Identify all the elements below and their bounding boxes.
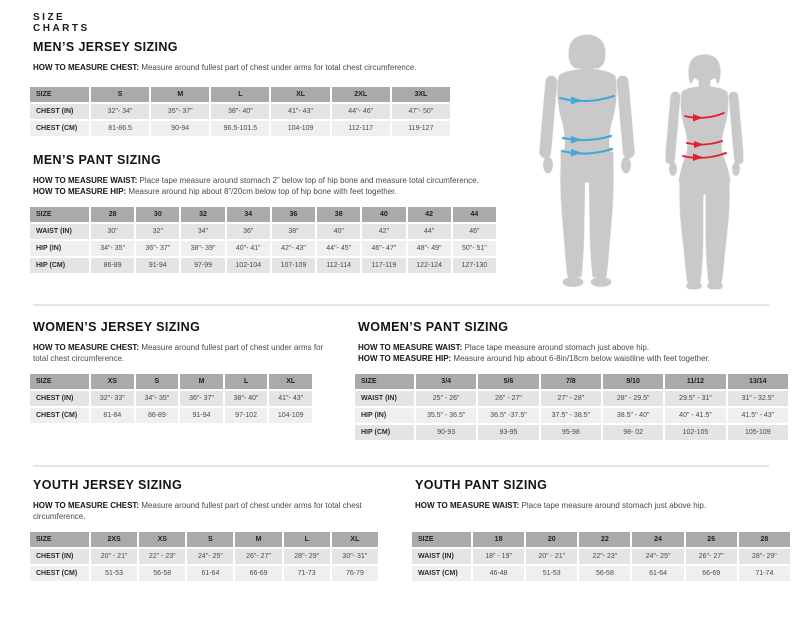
howto-text: Measure around fullest part of chest under arms for total chest circumference. — [33, 501, 362, 521]
section-title: YOUTH JERSEY SIZING — [33, 478, 183, 492]
row-label: CHEST (IN) — [30, 391, 89, 406]
size-column-header: SIZE — [412, 532, 471, 547]
size-value-header: 20 — [526, 532, 577, 547]
section-title: WOMEN’S PANT SIZING — [358, 320, 509, 334]
size-value-header: 26 — [686, 532, 737, 547]
page-title-line: CHARTS — [33, 23, 90, 34]
table-cell: 34"- 35" — [91, 241, 134, 256]
table-cell: 40"- 41" — [227, 241, 270, 256]
size-column-header: SIZE — [355, 374, 414, 389]
table-cell: 24"- 25" — [187, 549, 233, 564]
howto-label: HOW TO MEASURE HIP: — [33, 187, 127, 196]
table-cell: 91-94 — [136, 258, 179, 273]
table-cell: 51-53 — [91, 566, 137, 581]
size-value-header: 13/14 — [728, 374, 788, 389]
table-row — [412, 549, 790, 564]
size-value-header: M — [180, 374, 223, 389]
table-cell: 35.5" - 36.5" — [416, 408, 476, 423]
table-cell: 36.5" -37.5" — [478, 408, 538, 423]
row-label: CHEST (IN) — [30, 549, 89, 564]
row-label: CHEST (IN) — [30, 104, 89, 119]
table-row — [355, 425, 788, 440]
table-cell: 119-127 — [392, 121, 450, 136]
size-value-header: 18 — [473, 532, 524, 547]
table-cell: 38" — [272, 224, 315, 239]
table-cell: 44"- 45" — [317, 241, 360, 256]
size-column-header: SIZE — [30, 87, 89, 102]
size-value-header: XL — [271, 87, 329, 102]
size-value-header: 2XL — [332, 87, 390, 102]
table-cell: 18" - 19" — [473, 549, 524, 564]
table-cell: 96.5-101.5 — [211, 121, 269, 136]
section-title: WOMEN’S JERSEY SIZING — [33, 320, 201, 334]
womens-jersey-size-table — [28, 372, 314, 425]
table-row — [30, 566, 378, 581]
page-title — [33, 12, 90, 34]
table-row — [355, 391, 788, 406]
table-header-row — [355, 374, 788, 389]
womens-pant-size-table — [353, 372, 790, 442]
table-cell: 28" - 29.5" — [603, 391, 663, 406]
table-cell: 44" — [408, 224, 451, 239]
section-title: MEN’S JERSEY SIZING — [33, 40, 178, 54]
table-cell: 117-119 — [362, 258, 405, 273]
table-cell: 102-104 — [227, 258, 270, 273]
howto-label: HOW TO MEASURE CHEST: — [33, 343, 140, 352]
table-cell: 104-109 — [271, 121, 329, 136]
size-value-header: 28 — [91, 207, 134, 222]
table-cell: 46" — [453, 224, 496, 239]
table-cell: 122-124 — [408, 258, 451, 273]
table-cell: 41"- 43" — [271, 104, 329, 119]
table-cell: 32"- 34" — [91, 104, 149, 119]
table-cell: 48"- 49" — [408, 241, 451, 256]
size-value-header: L — [225, 374, 268, 389]
size-value-header: S — [91, 87, 149, 102]
table-row — [30, 258, 496, 273]
howto-text: Measure around hip about 6-8in/18cm below waistline with feet together. — [453, 354, 711, 363]
row-label: WAIST (IN) — [412, 549, 471, 564]
size-value-header: S — [187, 532, 233, 547]
table-cell: 31" - 32.5" — [728, 391, 788, 406]
table-cell: 86-89 — [136, 408, 179, 423]
table-cell: 76-79 — [332, 566, 378, 581]
table-cell: 61-64 — [632, 566, 683, 581]
table-cell: 36" — [227, 224, 270, 239]
size-value-header: 24 — [632, 532, 683, 547]
row-label: WAIST (IN) — [355, 391, 414, 406]
size-value-header: 40 — [362, 207, 405, 222]
table-cell: 40" - 41.5" — [665, 408, 725, 423]
table-header-row — [30, 374, 312, 389]
row-label: CHEST (CM) — [30, 408, 89, 423]
table-cell: 98- 02 — [603, 425, 663, 440]
table-cell: 90-94 — [151, 121, 209, 136]
size-value-header: 44 — [453, 207, 496, 222]
size-value-header: 30 — [136, 207, 179, 222]
table-cell: 30"- 31" — [332, 549, 378, 564]
table-cell: 32"- 33" — [91, 391, 134, 406]
howto-text: Place tape measure around stomach just above hip. — [464, 343, 650, 352]
size-value-header: 7/8 — [541, 374, 601, 389]
table-cell: 27" - 28" — [541, 391, 601, 406]
table-cell: 56-58 — [139, 566, 185, 581]
table-cell: 71-73 — [284, 566, 330, 581]
youth-jersey-section — [28, 478, 384, 583]
size-value-header: 32 — [181, 207, 224, 222]
table-cell: 42"- 43" — [272, 241, 315, 256]
howto-label: HOW TO MEASURE HIP: — [358, 354, 452, 363]
table-cell: 105-109 — [728, 425, 788, 440]
table-cell: 46-48 — [473, 566, 524, 581]
section-title: YOUTH PANT SIZING — [415, 478, 548, 492]
table-row — [30, 549, 378, 564]
size-column-header: SIZE — [30, 207, 89, 222]
table-cell: 51-53 — [526, 566, 577, 581]
size-column-header: SIZE — [30, 532, 89, 547]
table-cell: 20" - 21" — [91, 549, 137, 564]
row-label: WAIST (CM) — [412, 566, 471, 581]
howto-text: Place tape measure around stomach just above hip. — [521, 501, 707, 510]
table-cell: 97-99 — [181, 258, 224, 273]
size-value-header: 22 — [579, 532, 630, 547]
table-cell: 61-64 — [187, 566, 233, 581]
size-value-header: 9/10 — [603, 374, 663, 389]
howto-label: HOW TO MEASURE WAIST: — [33, 176, 138, 185]
howto-text: Measure around hip about 8”/20cm below top of hip bone with feet together. — [128, 187, 397, 196]
male-silhouette — [538, 34, 636, 288]
howto-label: HOW TO MEASURE CHEST: — [33, 63, 140, 72]
howto-line — [415, 500, 800, 511]
row-label: HIP (CM) — [355, 425, 414, 440]
table-cell: 26" - 27" — [478, 391, 538, 406]
size-value-header: 42 — [408, 207, 451, 222]
table-cell: 46"- 47" — [362, 241, 405, 256]
table-cell: 26"- 27" — [235, 549, 281, 564]
row-label: CHEST (CM) — [30, 121, 89, 136]
howto-line — [358, 342, 800, 353]
table-cell: 90-93 — [416, 425, 476, 440]
table-row — [30, 391, 312, 406]
table-cell: 97-102 — [225, 408, 268, 423]
mens-jersey-section — [28, 40, 528, 138]
row-label: HIP (CM) — [30, 258, 89, 273]
howto-line — [33, 175, 548, 186]
size-value-header: 2XS — [91, 532, 137, 547]
table-cell: 25" - 26" — [416, 391, 476, 406]
table-row — [30, 224, 496, 239]
table-cell: 36"- 37" — [136, 241, 179, 256]
table-cell: 38"- 39" — [181, 241, 224, 256]
table-cell: 71-74 — [739, 566, 790, 581]
male-body-shape — [539, 35, 635, 287]
womens-pant-section — [353, 320, 800, 442]
size-value-header: M — [151, 87, 209, 102]
table-cell: 34" — [181, 224, 224, 239]
howto-text: Measure around fullest part of chest under arms for total chest circumference. — [141, 63, 417, 72]
howto-text: Place tape measure around stomach 2” below top of hip bone and measure total circumference. — [139, 176, 479, 185]
size-value-header: XS — [91, 374, 134, 389]
howto-label: HOW TO MEASURE CHEST: — [33, 501, 140, 510]
table-cell: 26"- 27" — [686, 549, 737, 564]
table-cell: 32" — [136, 224, 179, 239]
size-value-header: 36 — [272, 207, 315, 222]
table-cell: 30" — [91, 224, 134, 239]
table-header-row — [412, 532, 790, 547]
table-cell: 22" - 23" — [139, 549, 185, 564]
table-cell: 41"- 43" — [269, 391, 312, 406]
mens-jersey-size-table — [28, 85, 452, 138]
size-value-header: 3XL — [392, 87, 450, 102]
table-row — [30, 121, 450, 136]
table-cell: 22"- 23" — [579, 549, 630, 564]
howto-line — [33, 62, 528, 73]
youth-pant-section — [410, 478, 800, 583]
howto-line — [358, 353, 800, 364]
row-label: WAIST (IN) — [30, 224, 89, 239]
size-value-header: 11/12 — [665, 374, 725, 389]
table-cell: 40" — [317, 224, 360, 239]
section-divider — [33, 304, 769, 306]
size-value-header: 34 — [227, 207, 270, 222]
youth-pant-size-table — [410, 530, 792, 583]
row-label: HIP (IN) — [30, 241, 89, 256]
howto-label: HOW TO MEASURE WAIST: — [358, 343, 463, 352]
table-cell: 50"- 51" — [453, 241, 496, 256]
table-cell: 44"- 46" — [332, 104, 390, 119]
table-cell: 107-109 — [272, 258, 315, 273]
female-silhouette — [666, 52, 743, 289]
table-cell: 91-94 — [180, 408, 223, 423]
size-value-header: 5/6 — [478, 374, 538, 389]
table-cell: 81-86.5 — [91, 121, 149, 136]
size-value-header: XL — [332, 532, 378, 547]
table-cell: 42" — [362, 224, 405, 239]
size-column-header: SIZE — [30, 374, 89, 389]
table-header-row — [30, 207, 496, 222]
table-cell: 41.5" - 43" — [728, 408, 788, 423]
size-value-header: XS — [139, 532, 185, 547]
table-cell: 28"- 29" — [284, 549, 330, 564]
youth-jersey-size-table — [28, 530, 380, 583]
table-cell: 34"- 35" — [136, 391, 179, 406]
table-cell: 56-58 — [579, 566, 630, 581]
table-cell: 38.5" - 40" — [603, 408, 663, 423]
table-cell: 24"- 25" — [632, 549, 683, 564]
howto-line — [33, 500, 384, 522]
table-cell: 66-69 — [235, 566, 281, 581]
size-value-header: 38 — [317, 207, 360, 222]
size-value-header: L — [284, 532, 330, 547]
row-label: HIP (IN) — [355, 408, 414, 423]
table-cell: 104-109 — [269, 408, 312, 423]
table-row — [30, 241, 496, 256]
table-cell: 66-69 — [686, 566, 737, 581]
table-cell: 127-130 — [453, 258, 496, 273]
table-cell: 47"- 50" — [392, 104, 450, 119]
womens-jersey-section — [28, 320, 328, 425]
row-label: CHEST (CM) — [30, 566, 89, 581]
size-value-header: M — [235, 532, 281, 547]
table-cell: 20" - 21" — [526, 549, 577, 564]
table-cell: 86-89 — [91, 258, 134, 273]
table-header-row — [30, 532, 378, 547]
table-cell: 102-105 — [665, 425, 725, 440]
table-cell: 29.5" - 31" — [665, 391, 725, 406]
howto-text: Measure around fullest part of chest under arms for total chest circumference. — [33, 343, 324, 363]
table-cell: 35"- 37" — [151, 104, 209, 119]
size-value-header: XL — [269, 374, 312, 389]
section-divider — [33, 465, 769, 467]
table-cell: 81-84 — [91, 408, 134, 423]
table-row — [30, 104, 450, 119]
female-body-shape — [666, 55, 743, 289]
size-value-header: 3/4 — [416, 374, 476, 389]
table-header-row — [30, 87, 450, 102]
table-cell: 36"- 37" — [180, 391, 223, 406]
table-cell: 28"- 29" — [739, 549, 790, 564]
table-row — [412, 566, 790, 581]
section-title: MEN’S PANT SIZING — [33, 153, 162, 167]
howto-label: HOW TO MEASURE WAIST: — [415, 501, 520, 510]
table-cell: 95-98 — [541, 425, 601, 440]
page-title-line: SIZE — [33, 12, 66, 23]
table-cell: 37.5" - 38.5" — [541, 408, 601, 423]
table-cell: 112-114 — [317, 258, 360, 273]
mens-pant-size-table — [28, 205, 498, 275]
howto-line — [33, 186, 548, 197]
table-cell: 38"- 40" — [225, 391, 268, 406]
table-row — [30, 408, 312, 423]
size-value-header: S — [136, 374, 179, 389]
size-value-header: 28 — [739, 532, 790, 547]
table-cell: 93-95 — [478, 425, 538, 440]
howto-line — [33, 342, 328, 364]
table-cell: 112-117 — [332, 121, 390, 136]
size-value-header: L — [211, 87, 269, 102]
table-cell: 38"- 40" — [211, 104, 269, 119]
mens-pant-section — [28, 153, 548, 275]
table-row — [355, 408, 788, 423]
